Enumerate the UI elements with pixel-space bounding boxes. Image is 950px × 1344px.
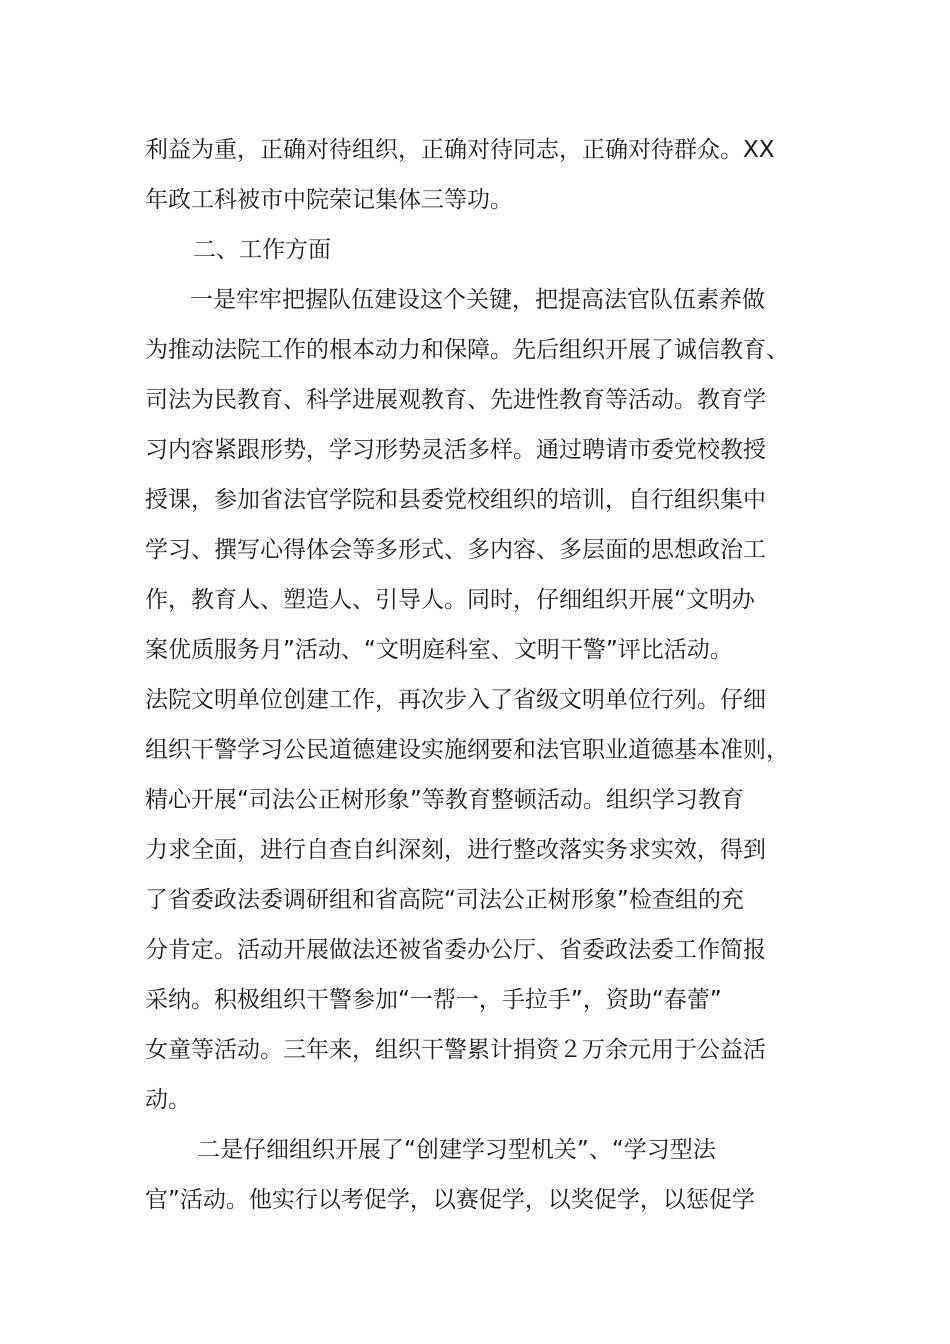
text-line: 组织干警学习公民道德建设实施纲要和法官职业道德基本准则， <box>145 737 789 763</box>
document-body <box>145 0 813 1344</box>
text-line: 年政工科被市中院荣记集体三等功。 <box>145 187 513 213</box>
text-line: 采纳。积极组织干警参加“一帮一，手拉手”，资助“春蕾” <box>145 987 722 1013</box>
text-line: 力求全面，进行自查自纠深刻，进行整改落实务求实效，得到 <box>145 837 766 863</box>
text-line: 法院文明单位创建工作，再次步入了省级文明单位行列。仔细 <box>145 687 766 713</box>
text-line: 官”活动。他实行以考促学，以赛促学，以奖促学，以惩促学 <box>145 1187 755 1213</box>
text-line: 案优质服务月”活动、“文明庭科室、文明干警”评比活动。 <box>145 637 733 663</box>
text-line: 学习、撰写心得体会等多形式、多内容、多层面的思想政治工 <box>145 537 766 563</box>
text-line: 作，教育人、塑造人、引导人。同时，仔细组织开展“文明办 <box>145 587 755 613</box>
text-line: 一是牢牢把握队伍建设这个关键，把提高法官队伍素养做 <box>190 287 765 313</box>
text-line: 了省委政法委调研组和省高院“司法公正树形象”检查组的充 <box>145 887 744 913</box>
text-line: 分肯定。活动开展做法还被省委办公厅、省委政法委工作简报 <box>145 937 766 963</box>
text-line: 为推动法院工作的根本动力和保障。先后组织开展了诚信教育、 <box>145 337 789 363</box>
text-line: 利益为重，正确对待组织，正确对待同志，正确对待群众。XX <box>145 137 775 163</box>
text-line: 习内容紧跟形势，学习形势灵活多样。通过聘请市委党校教授 <box>145 437 766 463</box>
text-line: 动。 <box>145 1087 191 1113</box>
text-line: 授课，参加省法官学院和县委党校组织的培训，自行组织集中 <box>145 487 766 513</box>
text-line: 二是仔细组织开展了“创建学习型机关”、“学习型法 <box>197 1137 716 1163</box>
text-line: 精心开展“司法公正树形象”等教育整顿活动。组织学习教育 <box>145 787 744 813</box>
section-heading: 二、工作方面 <box>193 237 331 263</box>
text-line: 司法为民教育、科学进展观教育、先进性教育等活动。教育学 <box>145 387 766 413</box>
text-line: 女童等活动。三年来，组织干警累计捐资２万余元用于公益活 <box>145 1037 766 1063</box>
